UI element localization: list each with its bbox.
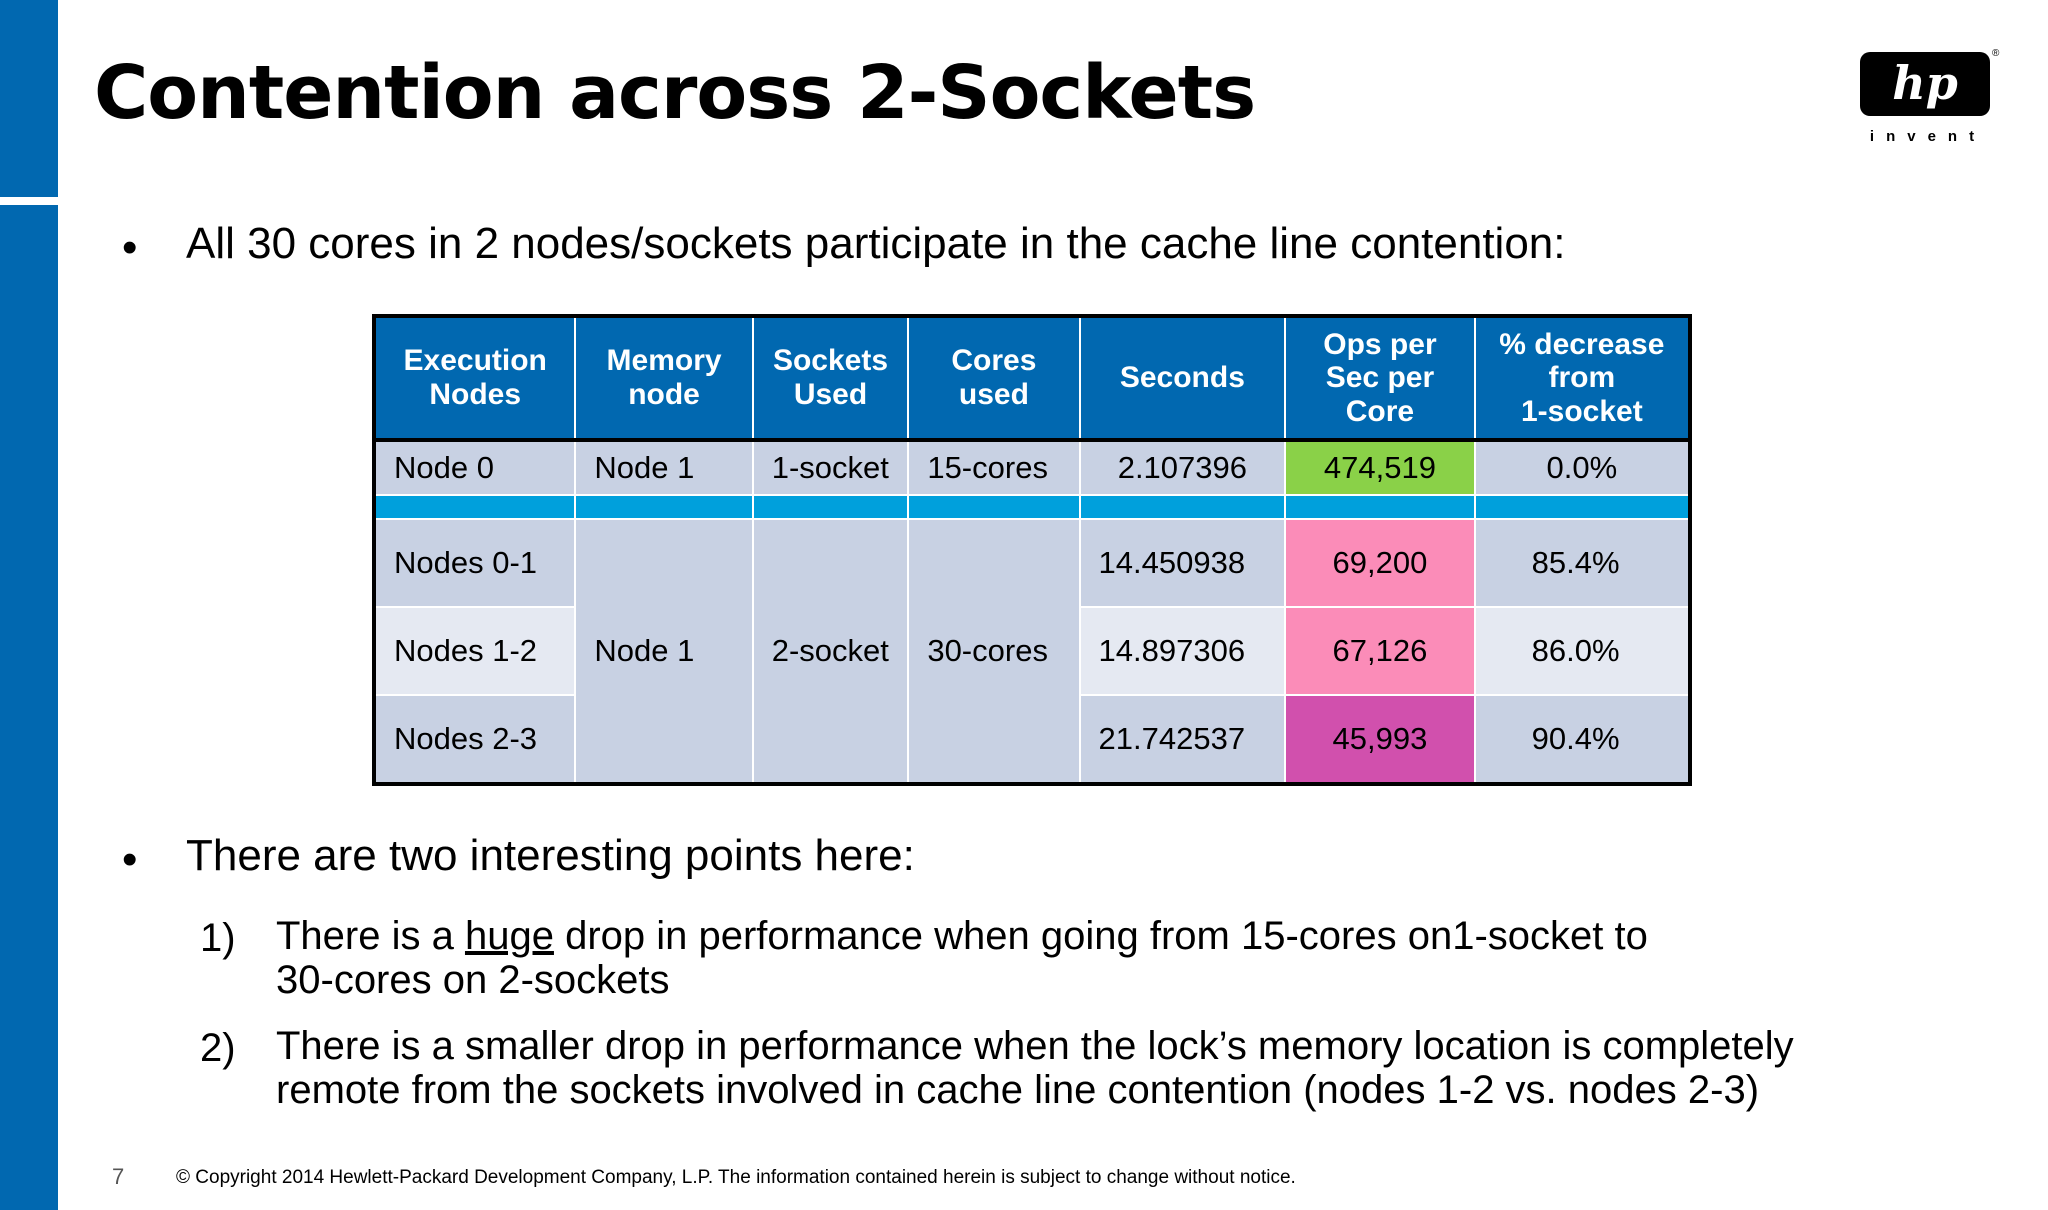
table-separator-row xyxy=(374,495,1690,519)
cell-execution-nodes: Nodes 2-3 xyxy=(374,695,575,784)
cell-ops-per-sec: 474,519 xyxy=(1285,440,1474,495)
header-seconds: Seconds xyxy=(1080,316,1286,440)
cell-execution-nodes: Node 0 xyxy=(374,440,575,495)
page-number: 7 xyxy=(112,1164,125,1189)
bullet-dot: • xyxy=(122,223,138,272)
cell-memory-node: Node 1 xyxy=(575,440,752,495)
bullet-1-text: All 30 cores in 2 nodes/sockets participate in the cache line contention: xyxy=(186,219,1566,268)
cell-ops-per-sec: 67,126 xyxy=(1285,607,1474,695)
cell-execution-nodes: Nodes 1-2 xyxy=(374,607,575,695)
slide-title: Contention across 2-Sockets xyxy=(94,50,1256,136)
header-ops-per-sec: Ops per Sec per Core xyxy=(1285,316,1474,440)
emphasis-huge: huge xyxy=(464,914,554,958)
cell-cores: 30-cores xyxy=(908,519,1079,784)
point-2-text: There is a smaller drop in performance when the lock’s memory location is completely remote from the sockets involved in cache line contention (nodes 1-2 vs. nodes 2-3) xyxy=(276,1024,1794,1112)
side-accent-bar xyxy=(0,0,58,197)
table-header-row xyxy=(374,316,1690,440)
cell-cores: 15-cores xyxy=(908,440,1079,495)
bullet-2-text: There are two interesting points here: xyxy=(186,831,915,880)
table-row xyxy=(374,440,1690,495)
header-percent-decrease: % decrease from 1-socket xyxy=(1475,316,1690,440)
cell-percent-decrease: 86.0% xyxy=(1475,607,1690,695)
cell-sockets: 2-socket xyxy=(753,519,909,784)
hp-logo xyxy=(1858,48,1998,148)
cell-seconds: 21.742537 xyxy=(1080,695,1286,784)
hp-logo-tagline: invent xyxy=(1869,128,1987,145)
cell-percent-decrease: 90.4% xyxy=(1475,695,1690,784)
cell-ops-per-sec: 69,200 xyxy=(1285,519,1474,607)
copyright-notice: © Copyright 2014 Hewlett-Packard Development Company, L.P. The information contained herein is subject to change without notice. xyxy=(176,1167,1296,1188)
point-1-number: 1) xyxy=(200,916,236,960)
header-cores-used: Cores used xyxy=(908,316,1079,440)
cell-percent-decrease: 85.4% xyxy=(1475,519,1690,607)
contention-table xyxy=(372,314,1692,786)
cell-execution-nodes: Nodes 0-1 xyxy=(374,519,575,607)
header-execution-nodes: Execution Nodes xyxy=(374,316,575,440)
side-accent-bar-lower xyxy=(0,205,58,1210)
table-row xyxy=(374,519,1690,607)
registered-mark: ® xyxy=(1992,48,2000,59)
point-2-number: 2) xyxy=(200,1026,236,1070)
point-1-text: There is a huge drop in performance when going from 15-cores on1-socket to 30-cores on 2-sockets xyxy=(276,914,1648,1002)
header-memory-node: Memory node xyxy=(575,316,752,440)
bullet-dot: • xyxy=(122,835,138,884)
cell-sockets: 1-socket xyxy=(753,440,909,495)
cell-seconds: 14.450938 xyxy=(1080,519,1286,607)
cell-ops-per-sec: 45,993 xyxy=(1285,695,1474,784)
header-sockets-used: Sockets Used xyxy=(753,316,909,440)
cell-percent-decrease: 0.0% xyxy=(1475,440,1690,495)
cell-seconds: 2.107396 xyxy=(1080,440,1286,495)
cell-seconds: 14.897306 xyxy=(1080,607,1286,695)
cell-memory-node: Node 1 xyxy=(575,519,752,784)
hp-logo-mark: hp xyxy=(1892,56,1958,110)
